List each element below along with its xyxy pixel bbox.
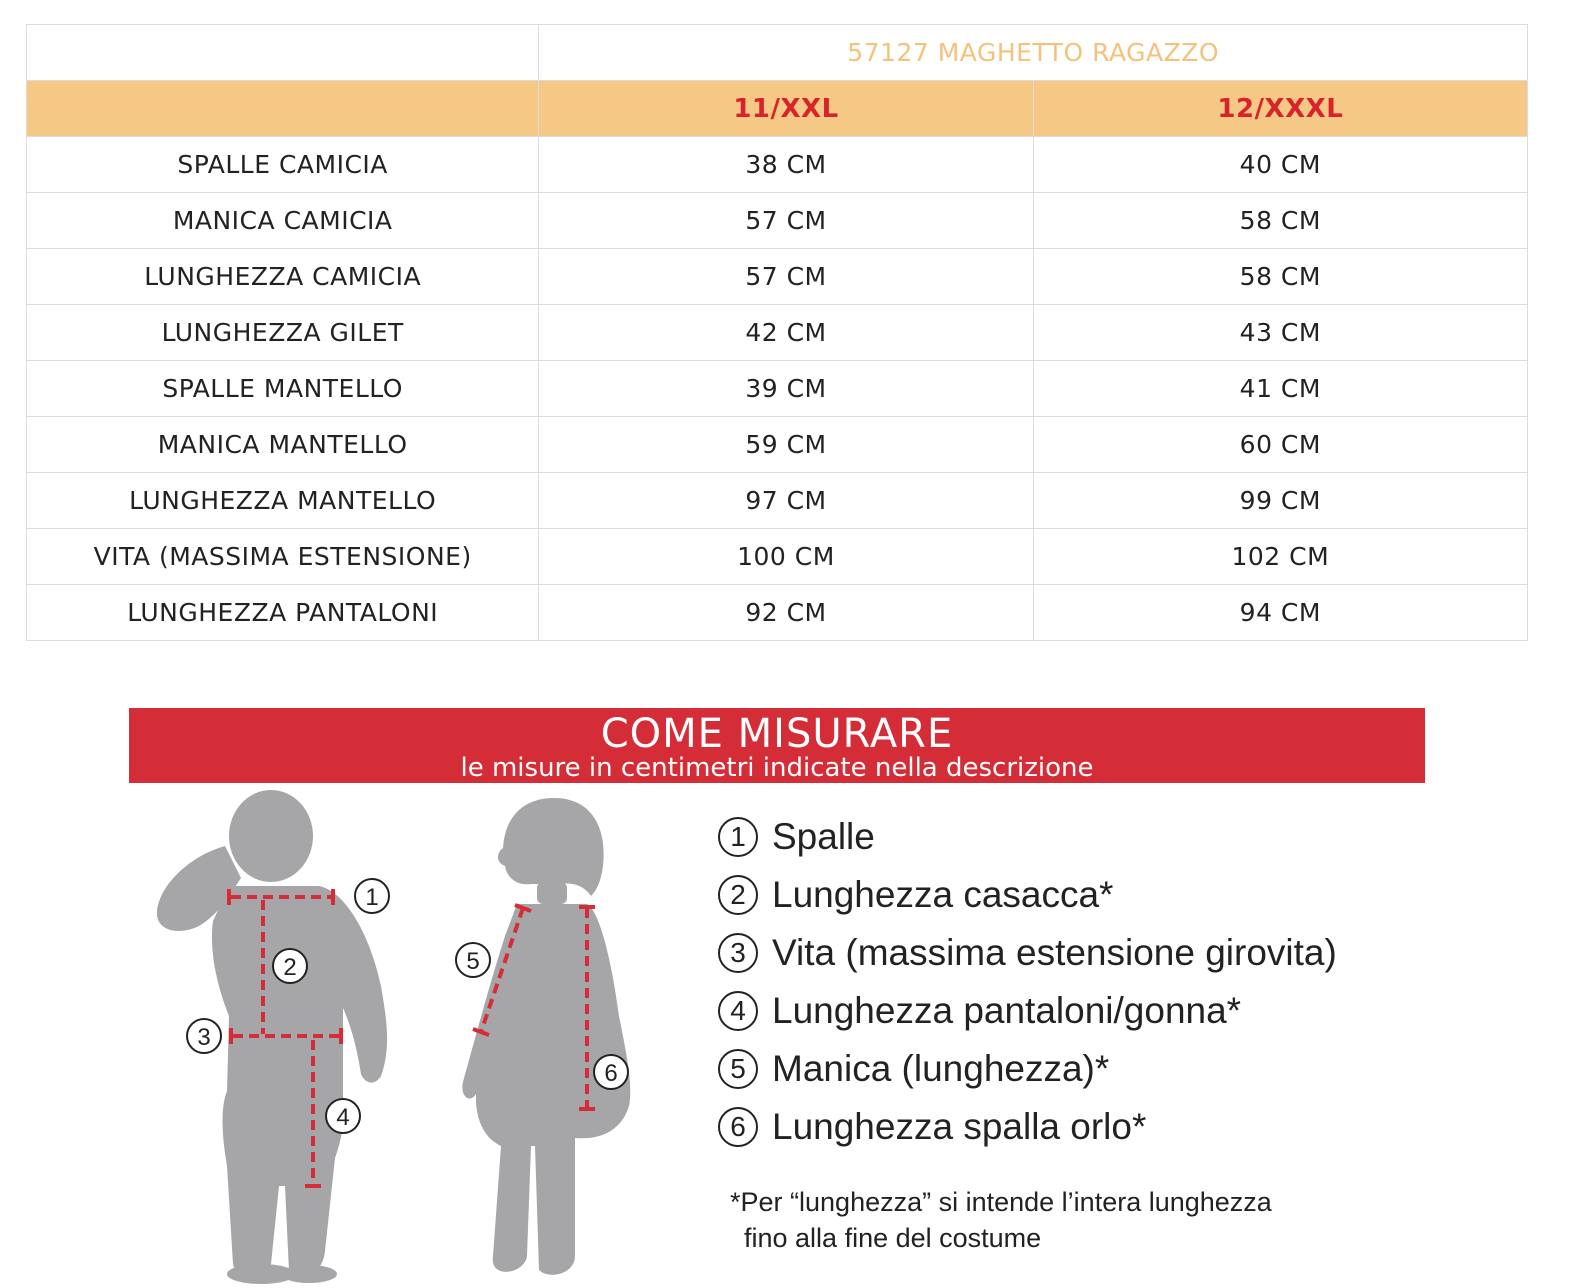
row-value-size-1: 38 CM [539,137,1033,193]
how-to-measure-title: COME MISURARE [600,711,954,757]
length-footnote [730,1184,1272,1256]
row-label: LUNGHEZZA PANTALONI [27,585,539,641]
table-row [27,361,1528,417]
empty-size-cell [27,81,539,137]
footnote-line-2: fino alla fine del costume [744,1223,1042,1253]
how-to-measure-section [129,708,1425,783]
legend-number: 1 [718,817,758,857]
row-value-size-2: 94 CM [1033,585,1527,641]
marker-6 [594,1055,628,1089]
svg-text:4: 4 [336,1104,350,1131]
empty-header-cell [27,25,539,81]
table-row [27,529,1528,585]
legend-number: 4 [718,991,758,1031]
size-table [26,24,1528,641]
row-value-size-2: 40 CM [1033,137,1527,193]
legend-text: Manica (lunghezza)* [772,1048,1110,1089]
row-value-size-1: 59 CM [539,417,1033,473]
legend-number: 5 [718,1049,758,1089]
table-row [27,193,1528,249]
legend-text: Lunghezza pantaloni/gonna* [772,990,1242,1031]
legend-number: 3 [718,933,758,973]
how-to-measure-banner [129,708,1425,783]
row-value-size-2: 43 CM [1033,305,1527,361]
legend-item [718,808,1337,866]
measurement-legend [718,808,1337,1156]
table-row [27,473,1528,529]
svg-text:6: 6 [604,1060,618,1087]
row-label: MANICA MANTELLO [27,417,539,473]
marker-3 [187,1019,221,1053]
row-value-size-2: 58 CM [1033,193,1527,249]
row-label: SPALLE CAMICIA [27,137,539,193]
row-value-size-1: 42 CM [539,305,1033,361]
legend-number: 6 [718,1107,758,1147]
table-row [27,137,1528,193]
footnote-line-1: *Per “lunghezza” si intende l’intera lunghezza [730,1187,1272,1217]
svg-text:2: 2 [283,954,297,981]
legend-item [718,1098,1337,1156]
row-value-size-1: 57 CM [539,193,1033,249]
row-value-size-2: 60 CM [1033,417,1527,473]
how-to-measure-subtitle: le misure in centimetri indicate nella descrizione [460,753,1094,783]
row-value-size-2: 99 CM [1033,473,1527,529]
svg-text:5: 5 [466,948,480,975]
row-value-size-2: 58 CM [1033,249,1527,305]
legend-text: Spalle [772,816,875,857]
row-value-size-2: 41 CM [1033,361,1527,417]
row-value-size-2: 102 CM [1033,529,1527,585]
row-label: VITA (MASSIMA ESTENSIONE) [27,529,539,585]
row-value-size-1: 100 CM [539,529,1033,585]
table-row [27,249,1528,305]
svg-text:1: 1 [365,884,379,911]
legend-item [718,924,1337,982]
legend-item [718,866,1337,924]
marker-5 [456,943,490,977]
legend-item [718,1040,1337,1098]
size-header-row [27,81,1528,137]
row-value-size-1: 57 CM [539,249,1033,305]
row-label: LUNGHEZZA CAMICIA [27,249,539,305]
size-label-1: 11/XXL [539,81,1033,137]
legend-text: Lunghezza spalla orlo* [772,1106,1147,1147]
legend-number: 2 [718,875,758,915]
table-row [27,417,1528,473]
size-label-2: 12/XXXL [1033,81,1527,137]
row-label: LUNGHEZZA GILET [27,305,539,361]
row-label: SPALLE MANTELLO [27,361,539,417]
row-label: MANICA CAMICIA [27,193,539,249]
legend-text: Lunghezza casacca* [772,874,1114,915]
legend-text: Vita (massima estensione girovita) [772,932,1337,973]
table-row [27,305,1528,361]
marker-4 [326,1099,360,1133]
table-title-row [27,25,1528,81]
row-label: LUNGHEZZA MANTELLO [27,473,539,529]
row-value-size-1: 97 CM [539,473,1033,529]
marker-2 [273,949,307,983]
svg-text:3: 3 [197,1024,211,1051]
row-value-size-1: 39 CM [539,361,1033,417]
table-row [27,585,1528,641]
legend-item [718,982,1337,1040]
product-title: 57127 MAGHETTO RAGAZZO [539,25,1528,81]
marker-1 [355,879,389,913]
measurement-figures [129,786,669,1286]
row-value-size-1: 92 CM [539,585,1033,641]
